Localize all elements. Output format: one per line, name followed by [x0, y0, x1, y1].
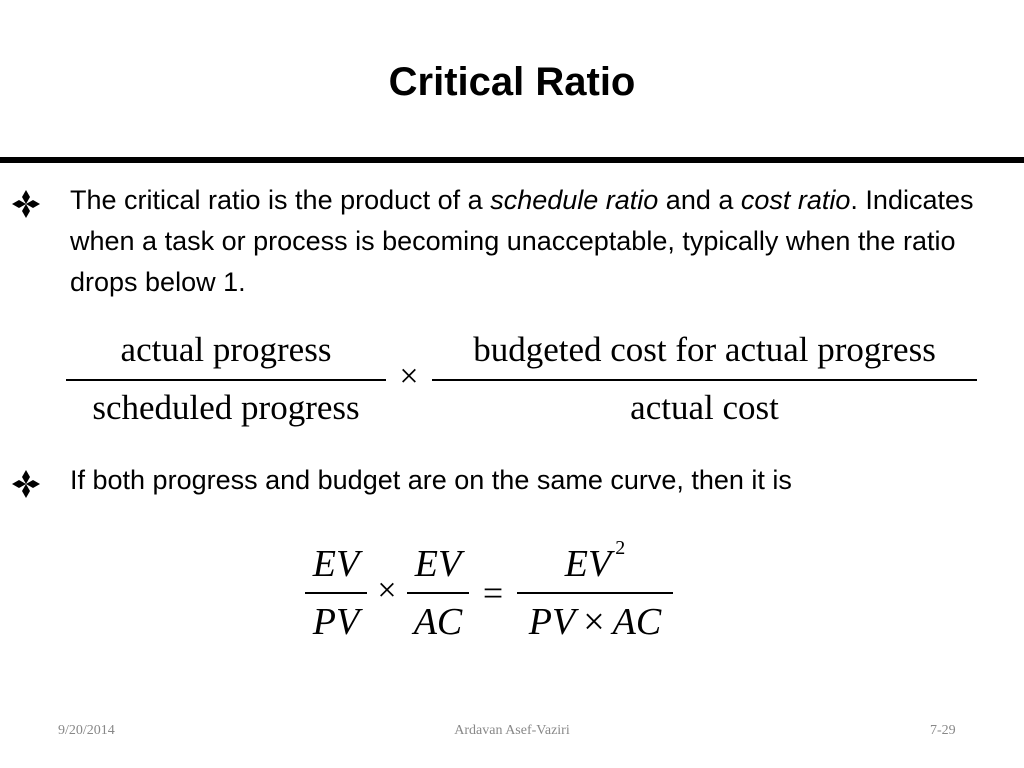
denominator-multiply: ×	[583, 601, 605, 643]
ev-squared-base: EV	[564, 543, 612, 585]
title-divider	[0, 157, 1024, 163]
ev-squared-numerator	[517, 537, 673, 586]
ev-squared-fraction	[517, 537, 673, 650]
multiply-operator: ×	[399, 358, 419, 395]
ev-formula	[0, 537, 1024, 650]
denominator-ac: AC	[612, 601, 662, 643]
slide-title: Critical Ratio	[388, 60, 636, 104]
schedule-ratio-numerator: actual progress	[120, 330, 332, 369]
bullet-text-2: If both progress and budget are on the same curve, then it is	[70, 465, 792, 495]
multiply-operator: ×	[377, 572, 397, 609]
four-diamond-bullet-icon	[10, 468, 42, 500]
ev-over-pv-bar	[305, 592, 367, 594]
ev-over-ac-bar	[407, 592, 469, 594]
four-diamond-bullet-icon	[10, 188, 42, 220]
bullet1-text-mid: and a	[658, 185, 741, 215]
ev-squared-bar	[517, 592, 673, 594]
ev-over-ac-numerator: EV	[414, 543, 462, 585]
schedule-ratio-fraction	[66, 330, 386, 440]
schedule-ratio-bar	[66, 379, 386, 381]
equals-operator: =	[482, 573, 504, 613]
ev-over-pv-numerator: EV	[312, 543, 360, 585]
ev-over-ac-fraction	[407, 540, 469, 650]
ev-over-ac-denominator: AC	[413, 601, 463, 643]
footer-date: 9/20/2014	[58, 723, 115, 738]
schedule-ratio-denominator: scheduled progress	[92, 388, 360, 427]
bullet1-text-before: The critical ratio is the product of a	[70, 185, 491, 215]
cost-ratio-numerator: budgeted cost for actual progress	[473, 330, 936, 369]
bullet-text-1	[70, 180, 995, 303]
critical-ratio-formula	[0, 330, 1024, 440]
denominator-pv: PV	[528, 601, 576, 643]
footer-author: Ardavan Asef-Vaziri	[454, 723, 570, 738]
cost-ratio-fraction	[432, 330, 977, 440]
ev-squared-exponent: 2	[615, 537, 626, 560]
ev-over-pv-denominator: PV	[312, 601, 360, 643]
bullet1-emphasis-schedule-ratio: schedule ratio	[490, 185, 659, 215]
footer-page-number: 7-29	[930, 723, 956, 738]
cost-ratio-denominator: actual cost	[630, 388, 779, 427]
cost-ratio-bar	[432, 379, 977, 381]
bullet1-emphasis-cost-ratio: cost ratio	[740, 185, 851, 215]
ev-squared-denominator	[517, 600, 673, 644]
bullet1-text-after: . Indicates when a task or process is becoming unacceptable, typically when the ratio drops below 1.	[70, 185, 974, 297]
ev-over-pv-fraction	[305, 540, 367, 650]
